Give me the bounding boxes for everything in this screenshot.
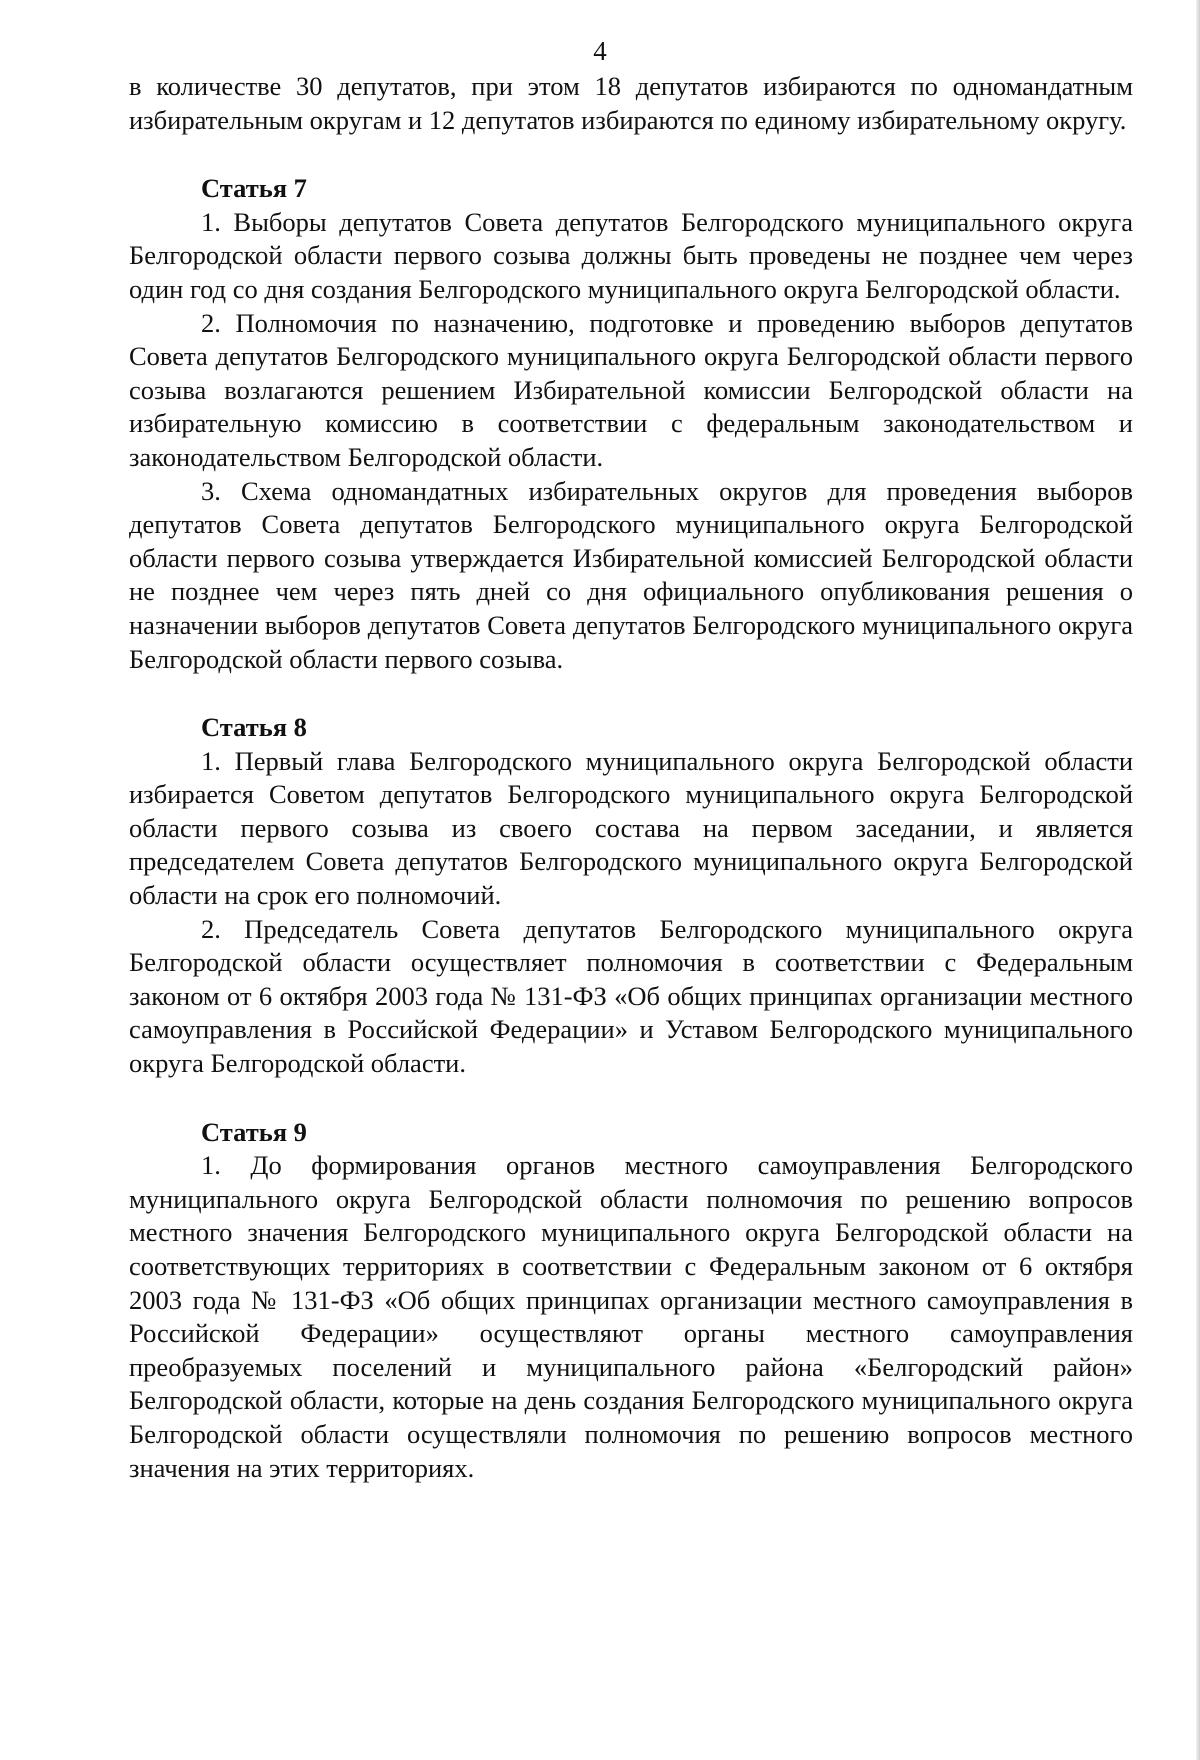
article-7-paragraph-3: 3. Схема одномандатных избирательных округов для проведения выборов депутатов Совета депутатов Белгородского муниципального округа Белгородской области первого созыва утверждается Избирательной комиссией Белгородской области не позднее чем через пять дней со дня официального опубликования решения о назначении выборов депутатов Совета депутатов Белгородского муниципального округа Белгородской области первого созыва. [129,475,1133,674]
article-7-paragraph-2: 2. Полномочия по назначению, подготовке и проведению выборов депутатов Совета депутатов Белгородского муниципального округа Белгородской области первого созыва возлагаются решением Избирательной комиссии Белгородской области на избирательную комиссию в соответствии с федеральным законодательством и законодательством Белгородской области. [129,307,1133,472]
article-9-heading: Статья 9 [201,1116,307,1147]
article-8-paragraph-1: 1. Первый глава Белгородского муниципального округа Белгородской области избирается Советом депутатов Белгородского муниципального округа Белгородской области первого созыва из своего состава на первом заседании, и является председателем Совета депутатов Белгородского муниципального округа Белгородской области на срок его полномочий. [129,745,1133,911]
article-7-heading: Статья 7 [201,173,307,204]
article-7-paragraph-1: 1. Выборы депутатов Совета депутатов Белгородского муниципального округа Белгородской области первого созыва должны быть проведены не позднее чем через один год со дня создания Белгородского муниципального округа Белгородской области. [129,206,1133,304]
scan-edge-shadow [1196,0,1200,1760]
document-body [129,70,1133,1485]
page-number: 4 [593,36,607,66]
article-8-paragraph-2: 2. Председатель Совета депутатов Белгородского муниципального округа Белгородской области осуществляет полномочия в соответствии с Федеральным законом от 6 октября 2003 года № 131-ФЗ «Об общих принципах организации местного самоуправления в Российской Федерации» и Уставом Белгородского муниципального округа Белгородской области. [129,913,1133,1079]
article-9-paragraph-1: 1. До формирования органов местного самоуправления Белгородского муниципального округа Белгородской области полномочия по решению вопросов местного значения Белгородского муниципального округа Белгородской области на соответствующих территориях в соответствии с Федеральным законом от 6 октября 2003 года № 131-ФЗ «Об общих принципах организации местного самоуправления в Российской Федерации» осуществляют органы местного самоуправления преобразуемых поселений и муниципального района «Белгородский район» Белгородской области, которые на день создания Белгородского муниципального округа Белгородской области осуществляли полномочия по решению вопросов местного значения на этих территориях. [129,1150,1133,1483]
intro-paragraph: в количестве 30 депутатов, при этом 18 депутатов избираются по одномандатным избирательным округам и 12 депутатов избираются по единому избирательному округу. [129,71,1133,135]
article-8-heading: Статья 8 [201,712,307,743]
